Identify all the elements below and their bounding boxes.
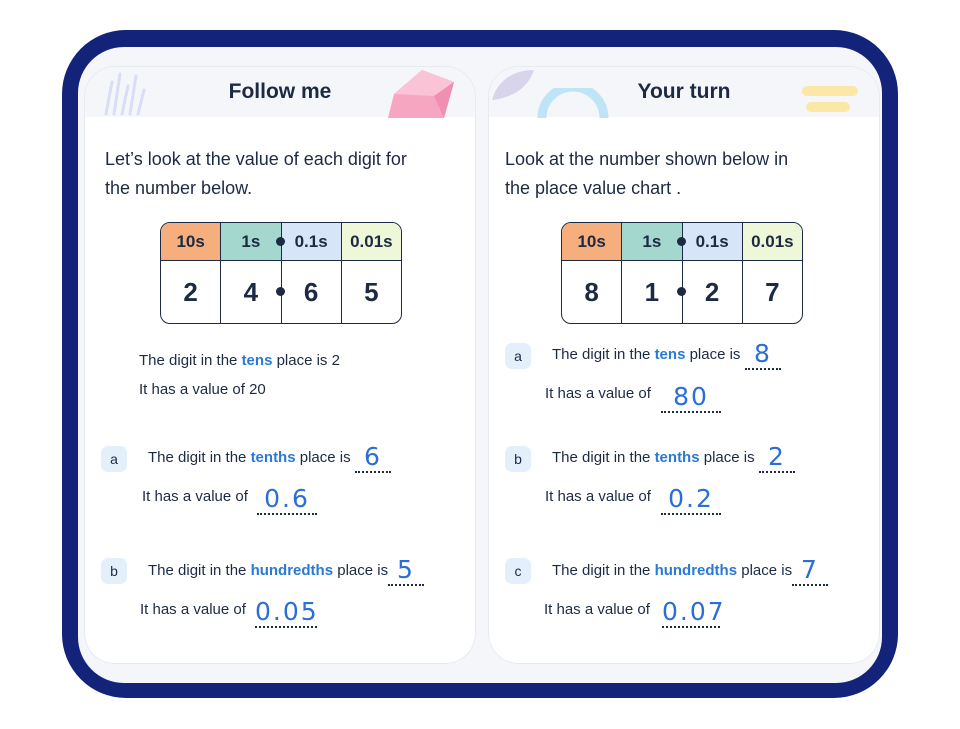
value-answer[interactable]: 0.07 xyxy=(662,597,726,626)
value-label: It has a value of xyxy=(140,601,246,618)
blue-ring-icon xyxy=(536,88,610,118)
header-tens: 10s xyxy=(161,223,220,260)
decimal-point-icon xyxy=(276,237,285,246)
digit-tenths: 6 xyxy=(281,261,341,323)
value-answer[interactable]: 0.2 xyxy=(661,485,721,515)
digit-answer[interactable]: 5 xyxy=(388,556,424,586)
value-label: It has a value of xyxy=(544,601,650,618)
digit-hundredths: 5 xyxy=(341,261,401,323)
intro-text: Look at the number shown below in the place value chart . xyxy=(505,149,789,198)
value-answer[interactable]: 80 xyxy=(661,383,721,413)
digit-ones: 4 xyxy=(220,261,280,323)
digit-hundredths: 7 xyxy=(742,261,802,323)
header-ones: 1s xyxy=(621,223,681,260)
digit-answer[interactable]: 8 xyxy=(745,340,781,370)
follow-me-panel xyxy=(85,67,475,663)
pink-cube-icon xyxy=(382,66,460,118)
question-badge: b xyxy=(505,446,531,472)
question-badge: a xyxy=(101,446,127,472)
question-badge: c xyxy=(505,558,531,584)
value-answer[interactable]: 0.05 xyxy=(255,597,319,626)
header-hundredths: 0.01s xyxy=(341,223,401,260)
value-label: It has a value of xyxy=(545,488,651,505)
header-tenths: 0.1s xyxy=(682,223,742,260)
question-badge: b xyxy=(101,558,127,584)
panel-title: Your turn xyxy=(489,67,879,117)
header-tenths: 0.1s xyxy=(281,223,341,260)
decimal-point-icon xyxy=(677,237,686,246)
value-label: It has a value of xyxy=(545,385,651,402)
yellow-stripes-icon xyxy=(800,82,860,118)
digit-tens: 8 xyxy=(584,277,599,307)
value-label: It has a value of xyxy=(142,488,248,505)
question-text: The digit in the hundredths place is xyxy=(552,562,793,579)
digit-answer[interactable]: 2 xyxy=(759,443,795,473)
digit-answer[interactable]: 6 xyxy=(355,443,391,473)
question-text: The digit in the tenths place is xyxy=(552,449,755,466)
header-tens: 10s xyxy=(562,223,621,260)
panel-title: Follow me xyxy=(85,67,475,117)
purple-leaf-icon xyxy=(490,68,536,102)
your-turn-panel xyxy=(489,67,879,663)
bar-lines-icon xyxy=(100,68,150,118)
question-badge: a xyxy=(505,343,531,369)
question-text: The digit in the tenths place is xyxy=(148,449,351,466)
value-answer[interactable]: 0.6 xyxy=(257,485,317,515)
digit-tens: 2 xyxy=(183,277,198,307)
example-line-2: It has a value of 20 xyxy=(139,381,266,398)
place-value-chart xyxy=(160,222,402,324)
decimal-point-icon xyxy=(276,287,285,296)
decimal-point-icon xyxy=(677,287,686,296)
digit-answer[interactable]: 7 xyxy=(792,556,828,586)
place-value-chart xyxy=(561,222,803,324)
question-text: The digit in the hundredths place is xyxy=(148,562,389,579)
example-line-1: The digit in the tens place is 2 xyxy=(139,352,340,369)
digit-ones: 1 xyxy=(621,261,681,323)
intro-text: Let’s look at the value of each digit for the number below. xyxy=(105,149,407,198)
question-text: The digit in the tens place is xyxy=(552,346,741,363)
digit-tenths: 2 xyxy=(682,261,742,323)
header-hundredths: 0.01s xyxy=(742,223,802,260)
header-ones: 1s xyxy=(220,223,280,260)
